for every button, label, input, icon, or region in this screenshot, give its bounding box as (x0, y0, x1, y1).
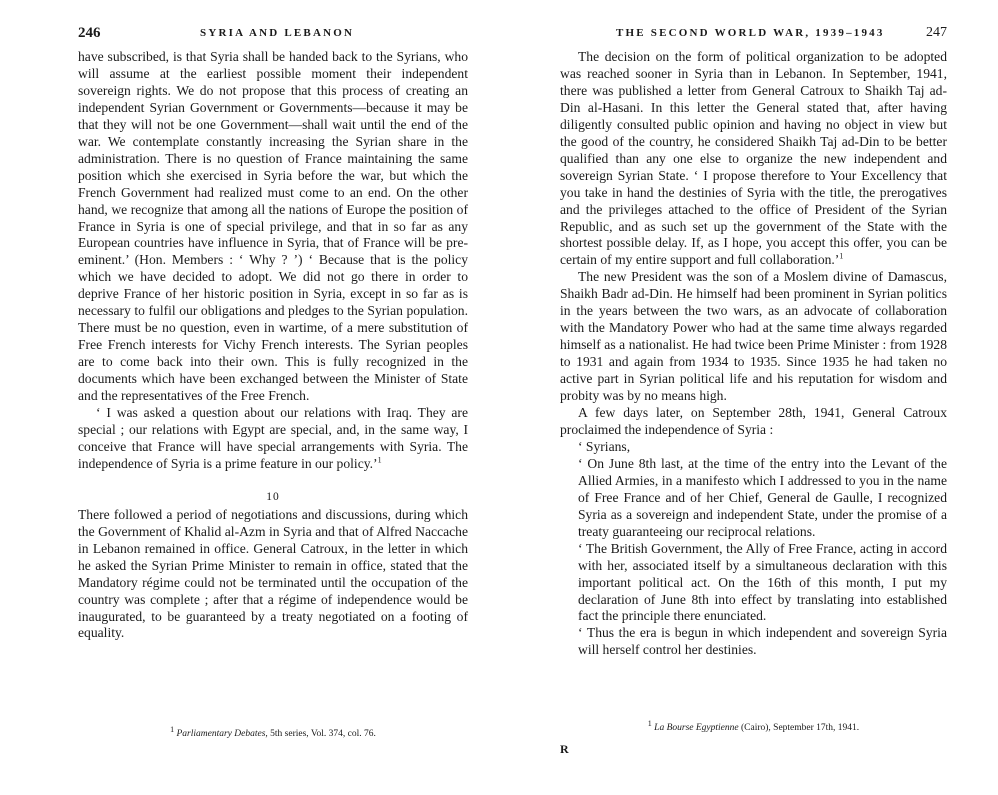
right-paragraph-1-text: The decision on the form of political organization to be adopted was reached sooner in Syria than in Lebanon. In September, 1941, there was published a letter from General Catroux to Shaikh Taj ad-Din al-Hasani. In this letter the General stated that, after having diligently consulted public opinion and having no object in view but the good of the country, he considered Shaikh Taj ad-Din to be better qualified than any one else to organize the new independent and sovereign Syrian State. ‘ I propose therefore to Your Excellency that you take in hand the destinies of Syria with the title, the prerogatives and the privileges attached to the office of President of the Syrian Republic, and as such set up the government of the State with the shortest possible delay. If, as I hope, you accept this offer, you can be certain of my entire support and full collaboration.’ (560, 49, 947, 268)
right-paragraph-2: The new President was the son of a Moslem divine of Damascus, Shaikh Badr ad-Din. He himself had been prominent in Syrian politics in the years between the two wars, as an advocate of collaboration with the Mandatory Power who had at the same time always regarded himself as a nationalist. He had twice been Prime Minister : from 1928 to 1931 and again from 1934 to 1935. Since 1935 he had taken no active part in Syrian political life and his reputation for wisdom and probity was by no means high. (560, 269, 947, 404)
right-footnote-detail: (Cairo), September 17th, 1941. (738, 723, 860, 733)
right-running-head (560, 27, 947, 47)
quote-paragraph-1: ‘ On June 8th last, at the time of the entry into the Levant of the Allied Armies, in a manifesto which I addressed to you in the name of Free France and of her Chief, General de Gaulle, I recognized Syria as a sovereign and independent State, under the promise of a treaty guaranteeing our reciprocal relations. (578, 455, 947, 539)
left-footnote-source: Parliamentary Debates (176, 729, 266, 739)
right-paragraph-1 (560, 49, 947, 269)
left-running-title: SYRIA AND LEBANON (200, 27, 355, 39)
right-page-body (560, 49, 947, 659)
signature-mark: R (560, 742, 569, 756)
left-footnote-ref: 1 (377, 455, 382, 465)
section-number: 10 (266, 490, 280, 503)
left-paragraph-1: have subscribed, is that Syria shall be handed back to the Syrians, who will assume at the earliest possible moment their independent sovereign rights. We do not propose that this process of creating an independent Syrian Government or Governments—because it may be that they will not be one Government—shall wait until the end of the war. We contemplate constantly increasing the Syrian share in the administration. There is no question of France maintaining the same position which she exercised in Syria before the war, but which the French Government had realized must come to an end. On the other hand, we recognize that among all the nations of Europe the position of France in Syria is one of special privilege, and that in so far as any European countries have influence in Syria, that of France will be pre-eminent.’ (Hon. Members : ‘ Why ? ’) ‘ Because that is the policy which we have decided to adopt. We did not go there in order to deprive France of her historic position in Syria, except in so far as is necessary to fulfil our obligations and pledges to the Syrian population. There must be no question, even in wartime, of a mere substitution of Free French interests for Vichy French interests. The Syrian peoples are to come back into their own. This is fully recognized in the documents which have been exchanged between the Minister of State and the representatives of the Free French. (78, 49, 468, 404)
quote-paragraph-2: ‘ The British Government, the Ally of Free France, acting in accord with her, associated itself by a simultaneous declaration with this important political act. On the 16th of this month, I put my declaration of June 8th into effect by translating into established fact the principle there enunciated. (578, 540, 947, 624)
right-paragraph-3: A few days later, on September 28th, 1941, General Catroux proclaimed the independence of Syria : (560, 405, 947, 437)
right-footnote (560, 718, 947, 733)
quote-paragraph-3: ‘ Thus the era is begun in which independent and sovereign Syria will herself control her destinies. (578, 625, 947, 658)
left-footnote-mark: 1 (170, 724, 175, 734)
left-paragraph-2-text: ‘ I was asked a question about our relations with Iraq. They are special ; our relations with Egypt are special, and, in the same way, I conceive that France will have special arrangements with Syria. The independence of Syria is a prime feature in our policy.’ (78, 405, 468, 471)
left-footnote (78, 724, 468, 739)
left-page-body (78, 49, 468, 642)
left-paragraph-2 (78, 405, 468, 473)
right-footnote-source: La Bourse Egyptienne (654, 723, 739, 733)
left-running-head (78, 27, 468, 47)
left-footnote-detail: , 5th series, Vol. 374, col. 76. (265, 729, 376, 739)
right-running-title: THE SECOND WORLD WAR, 1939–1943 (616, 27, 885, 39)
right-footnote-ref: 1 (839, 251, 844, 261)
left-paragraph-3: There followed a period of negotiations and discussions, during which the Government of Khalid al-Azm in Syria and that of Alfred Naccache in Lebanon remained in office. General Catroux, in the letter in which he asked the Syrian Prime Minister to remain in office, stated that the Mandatory régime could not be terminated until the occupation of the country was complete ; after that a régime of independence would be inaugurated, to be guaranteed by a treaty negotiated on a footing of equality. (78, 506, 468, 641)
right-page-number: 247 (926, 25, 947, 40)
left-page-number: 246 (78, 25, 101, 41)
right-footnote-mark: 1 (647, 718, 652, 728)
quote-salutation: ‘ Syrians, (578, 438, 631, 454)
